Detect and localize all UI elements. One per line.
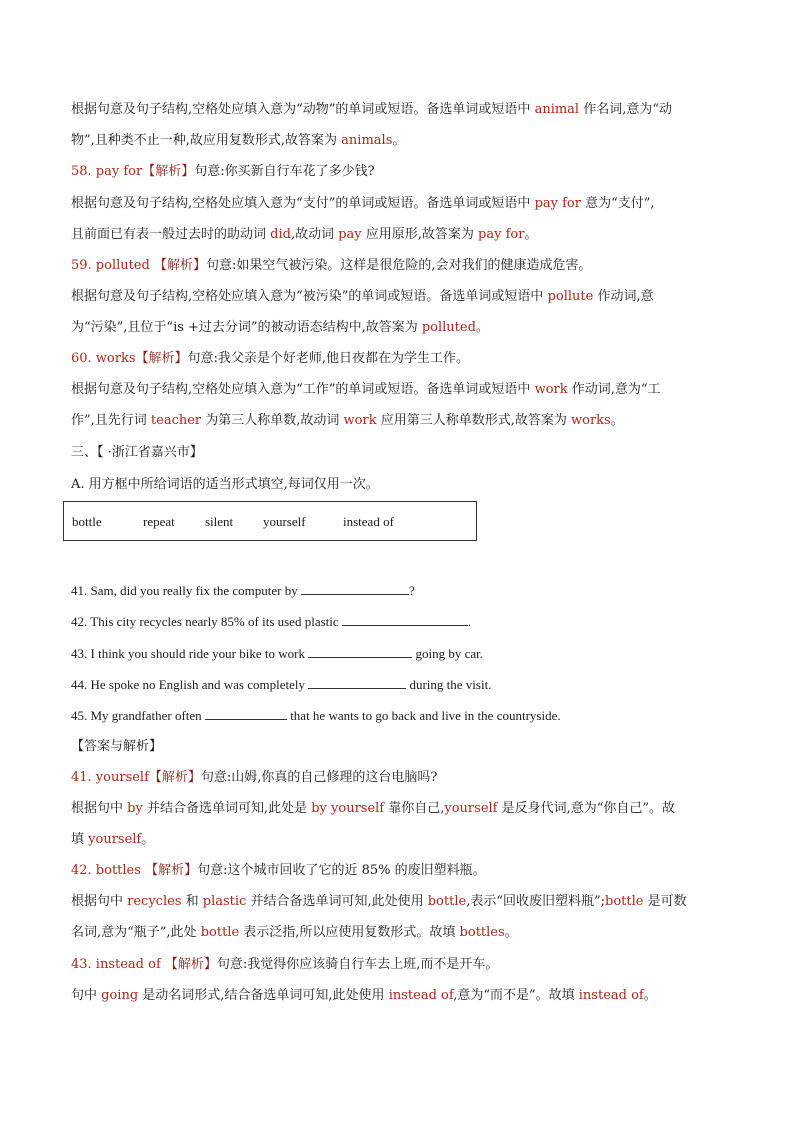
item-59-header: 59. polluted 【解析】句意:如果空气被污染。这样是很危险的,会对我们的健康造成危害。 [71,258,592,273]
item-60-header: 60. works【解析】句意:我父亲是个好老师,他日夜都在为学生工作。 [71,351,470,366]
section-3-instruction: A. 用方框中所给词语的适当形式填空,每词仅用一次。 [71,477,379,492]
analysis-57-line-2: 物”,且种类不止一种,故应用复数形式,故答案为 animals。 [71,133,406,148]
question-44: 44. He spoke no English and was completely during the visit. [71,677,492,692]
answer-42-explanation-1: 根据句中 recycles 和 plastic 并结合备选单词可知,此处使用 bottle,表示“回收废旧塑料瓶”;bottle 是可数 [71,894,687,909]
word-bank-item: bottle [72,514,102,529]
question-42: 42. This city recycles nearly 85% of its used plastic . [71,614,472,629]
answer-41-explanation-2: 填 yourself。 [71,832,155,847]
word-bank-item: silent [205,514,234,529]
item-59-explanation-2: 为“污染”,且位于“is +过去分词”的被动语态结构中,故答案为 polluted。 [71,320,489,335]
section-3-heading: 三、【 ·浙江省嘉兴市】 [71,445,203,460]
answer-42-header: 42. bottles 【解析】句意:这个城市回收了它的近 85% 的废旧塑料瓶。 [71,863,486,878]
answer-43-explanation-1: 句中 going 是动名词形式,结合备选单词可知,此处使用 instead of,意为“而不是”。故填 instead of。 [71,988,657,1003]
question-45: 45. My grandfather often that he wants to go back and live in the countryside. [71,708,561,723]
item-60-explanation-2: 作”,且先行词 teacher 为第三人称单数,故动词 work 应用第三人称单数形式,故答案为 works。 [71,413,624,428]
answer-42-explanation-2: 名词,意为“瓶子”,此处 bottle 表示泛指,所以应使用复数形式。故填 bottles。 [71,925,518,940]
question-41: 41. Sam, did you really fix the computer by ? [71,583,415,598]
analysis-57-line-1: 根据句意及句子结构,空格处应填入意为“动物”的单词或短语。备选单词或短语中 animal 作名词,意为“动 [71,102,673,117]
item-58-header: 58. pay for【解析】句意:你买新自行车花了多少钱? [71,164,375,179]
answer-blank[interactable] [205,707,287,720]
item-58-explanation-2: 且前面已有表一般过去时的助动词 did,故动词 pay 应用原形,故答案为 pay for。 [71,227,538,242]
answer-43-header: 43. instead of 【解析】句意:我觉得你应该骑自行车去上班,而不是开车。 [71,957,499,972]
word-bank-item: repeat [143,514,175,529]
answer-blank[interactable] [342,613,468,626]
answers-heading: 【答案与解析】 [71,739,163,754]
answer-blank[interactable] [308,676,406,689]
word-bank-item: yourself [263,514,306,529]
word-bank-box [63,501,477,541]
answer-blank[interactable] [301,582,409,595]
item-59-explanation-1: 根据句意及句子结构,空格处应填入意为“被污染”的单词或短语。备选单词或短语中 pollute 作动词,意 [71,289,654,304]
word-bank-item: instead of [343,514,394,529]
question-43: 43. I think you should ride your bike to work going by car. [71,646,483,661]
answer-blank[interactable] [308,645,412,658]
answer-41-explanation-1: 根据句中 by 并结合备选单词可知,此处是 by yourself 靠你自己,yourself 是反身代词,意为“你自己”。故 [71,801,676,816]
item-60-explanation-1: 根据句意及句子结构,空格处应填入意为“工作”的单词或短语。备选单词或短语中 work 作动词,意为“工 [71,382,661,397]
item-58-explanation-1: 根据句意及句子结构,空格处应填入意为“支付”的单词或短语。备选单词或短语中 pay for 意为“支付”, [71,196,655,211]
answer-41-header: 41. yourself【解析】句意:山姆,你真的自己修理的这台电脑吗? [71,770,438,785]
